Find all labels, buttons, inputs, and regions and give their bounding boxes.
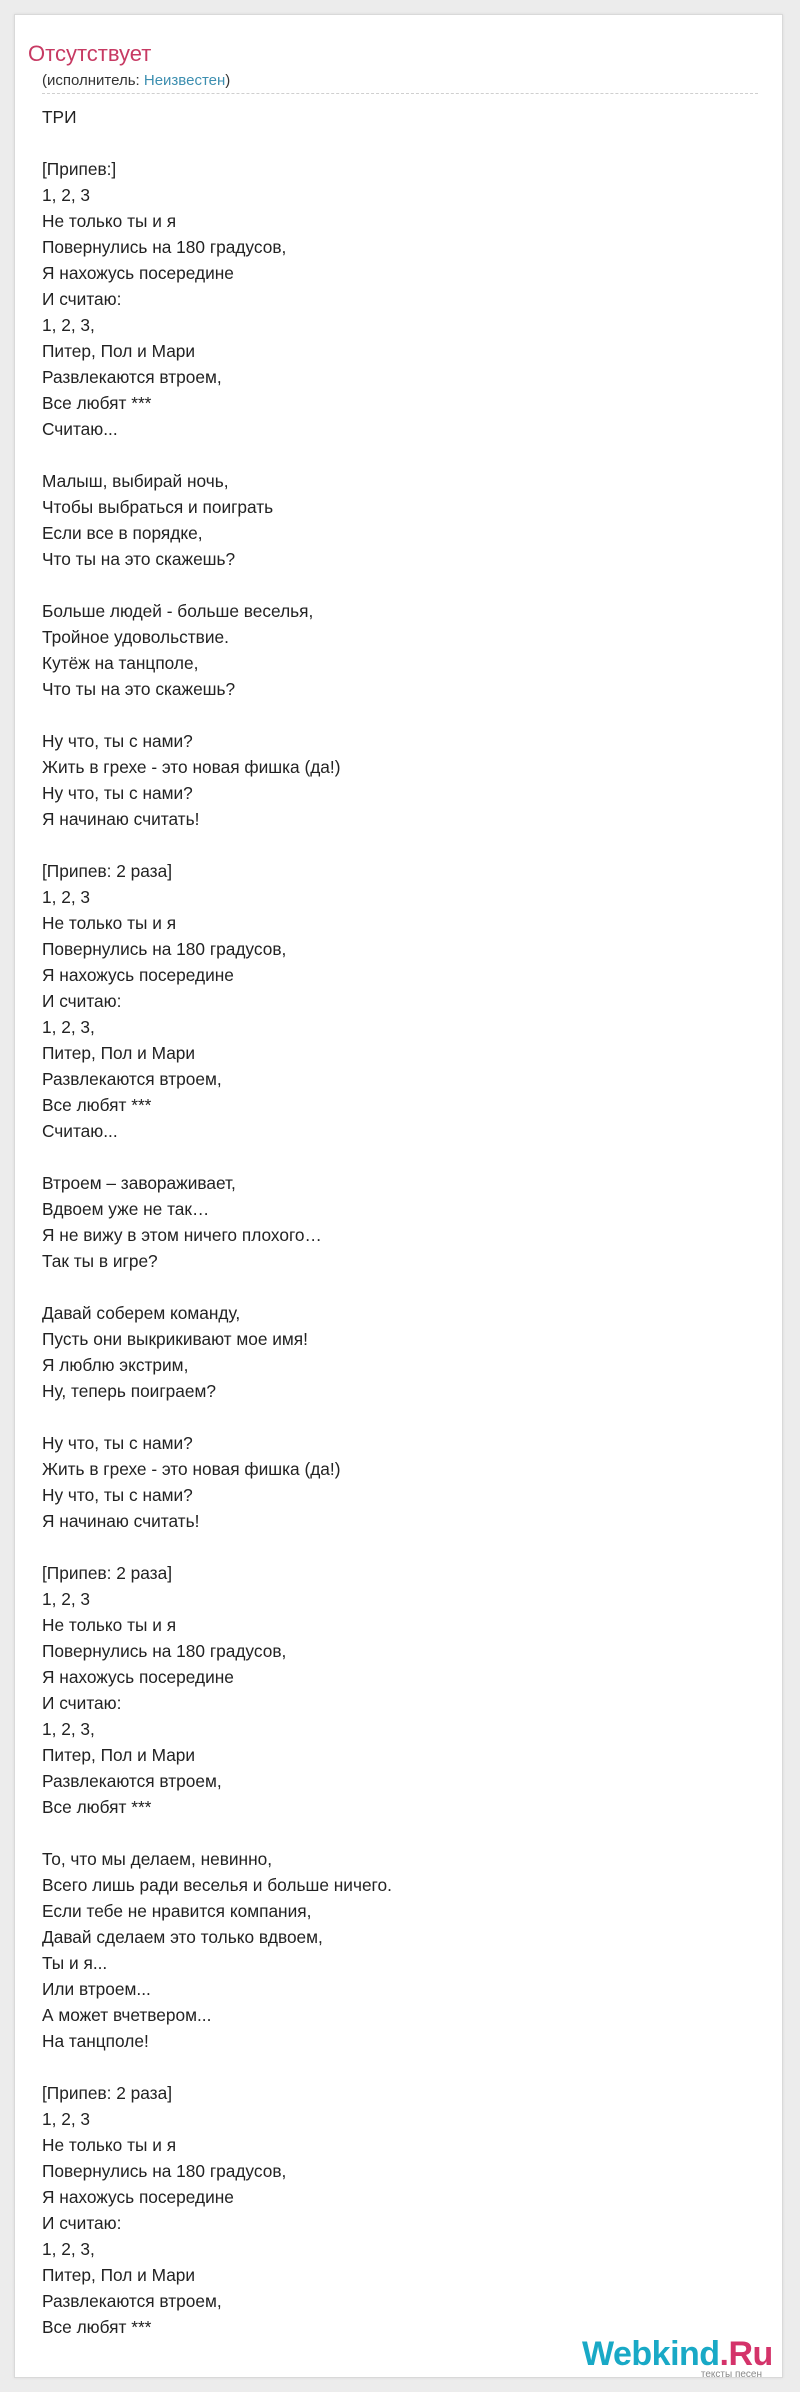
lyric-line: Считаю... bbox=[42, 1121, 118, 1141]
lyric-blank-line bbox=[42, 1274, 742, 1300]
lyric-line: 1, 2, 3, bbox=[42, 1719, 95, 1739]
lyric-line: Ну что, ты с нами? bbox=[42, 1485, 193, 1505]
lyric-blank-line bbox=[42, 1534, 742, 1560]
lyric-line: Не только ты и я bbox=[42, 913, 177, 933]
lyric-line: Считаю... bbox=[42, 419, 118, 439]
lyric-line: Развлекаются втроем, bbox=[42, 367, 222, 387]
lyric-blank-line bbox=[42, 1820, 742, 1846]
logo-brand: Webkind bbox=[582, 2335, 720, 2373]
artist-link[interactable]: Неизвестен bbox=[143, 72, 226, 89]
lyric-line: Я не вижу в этом ничего плохого… bbox=[42, 1225, 322, 1245]
logo-wordmark bbox=[582, 2334, 773, 2374]
lyric-line: То, что мы делаем, невинно, bbox=[42, 1849, 273, 1869]
lyric-line: 1, 2, 3, bbox=[42, 315, 95, 335]
lyric-blank-line bbox=[42, 442, 742, 468]
lyric-line: Или втроем... bbox=[42, 1979, 151, 1999]
lyric-line: 1, 2, 3 bbox=[42, 1589, 91, 1609]
lyric-line: И считаю: bbox=[42, 991, 122, 1011]
artist-suffix: ) bbox=[225, 72, 231, 89]
lyric-line: Питер, Пол и Мари bbox=[42, 1745, 196, 1765]
lyric-blank-line bbox=[42, 130, 742, 156]
lyric-line: Если все в порядке, bbox=[42, 523, 203, 543]
lyric-line: Всего лишь ради веселья и больше ничего. bbox=[42, 1875, 392, 1895]
lyric-line: И считаю: bbox=[42, 2213, 122, 2233]
lyric-line: Если тебе не нравится компания, bbox=[42, 1901, 312, 1921]
lyric-line: Втроем – завораживает, bbox=[42, 1173, 236, 1193]
lyric-line: Ты и я... bbox=[42, 1953, 108, 1973]
lyric-line: [Припев:] bbox=[42, 159, 117, 179]
artist-line bbox=[42, 71, 230, 91]
lyric-line: Я нахожусь посередине bbox=[42, 1667, 234, 1687]
lyric-blank-line bbox=[42, 1144, 742, 1170]
lyric-line: 1, 2, 3 bbox=[42, 2109, 91, 2129]
lyric-line: Я начинаю считать! bbox=[42, 809, 200, 829]
lyric-line: Что ты на это скажешь? bbox=[42, 679, 236, 699]
lyric-line: 1, 2, 3 bbox=[42, 185, 91, 205]
lyric-blank-line bbox=[42, 702, 742, 728]
lyric-line: Питер, Пол и Мари bbox=[42, 2265, 196, 2285]
lyric-blank-line bbox=[42, 832, 742, 858]
lyric-line: Я начинаю считать! bbox=[42, 1511, 200, 1531]
lyric-line: Не только ты и я bbox=[42, 2135, 177, 2155]
lyric-line: Все любят *** bbox=[42, 1797, 152, 1817]
lyric-line: Давай соберем команду, bbox=[42, 1303, 241, 1323]
lyric-line: Ну, теперь поиграем? bbox=[42, 1381, 216, 1401]
lyric-line: Я нахожусь посередине bbox=[42, 263, 234, 283]
lyric-line: Повернулись на 180 градусов, bbox=[42, 237, 287, 257]
lyric-line: Ну что, ты с нами? bbox=[42, 783, 193, 803]
logo-tld: .Ru bbox=[719, 2335, 773, 2373]
lyric-line: [Припев: 2 раза] bbox=[42, 1563, 173, 1583]
lyrics-block bbox=[42, 104, 742, 2340]
lyric-line: 1, 2, 3, bbox=[42, 1017, 95, 1037]
lyric-line: Ну что, ты с нами? bbox=[42, 731, 193, 751]
page-title: Отсутствует bbox=[28, 41, 152, 66]
logo-tagline: тексты песен bbox=[700, 2369, 762, 2380]
song-name: ТРИ bbox=[42, 107, 77, 127]
lyric-line: 1, 2, 3, bbox=[42, 2239, 95, 2259]
lyric-line: Питер, Пол и Мари bbox=[42, 1043, 196, 1063]
lyric-line: Повернулись на 180 градусов, bbox=[42, 1641, 287, 1661]
lyric-line: Вдвоем уже не так… bbox=[42, 1199, 210, 1219]
lyric-line: Развлекаются втроем, bbox=[42, 1069, 222, 1089]
lyric-line: Я нахожусь посередине bbox=[42, 2187, 234, 2207]
lyric-line: Чтобы выбраться и поиграть bbox=[42, 497, 274, 517]
lyric-line: Я нахожусь посередине bbox=[42, 965, 234, 985]
lyric-line: Ну что, ты с нами? bbox=[42, 1433, 193, 1453]
lyric-line: Не только ты и я bbox=[42, 1615, 177, 1635]
lyric-line: Повернулись на 180 градусов, bbox=[42, 939, 287, 959]
lyric-line: Кутёж на танцполе, bbox=[42, 653, 199, 673]
lyric-line: И считаю: bbox=[42, 1693, 122, 1713]
lyric-line: На танцполе! bbox=[42, 2031, 149, 2051]
lyric-line: [Припев: 2 раза] bbox=[42, 2083, 173, 2103]
lyric-line: Все любят *** bbox=[42, 1095, 152, 1115]
lyric-line: А может вчетвером... bbox=[42, 2005, 212, 2025]
lyric-line: Развлекаются втроем, bbox=[42, 2291, 222, 2311]
lyric-blank-line bbox=[42, 1404, 742, 1430]
lyric-line: Все любят *** bbox=[42, 393, 152, 413]
lyric-line: Малыш, выбирай ночь, bbox=[42, 471, 229, 491]
divider bbox=[42, 93, 758, 94]
lyric-line: Что ты на это скажешь? bbox=[42, 549, 236, 569]
lyric-line: Больше людей - больше веселья, bbox=[42, 601, 314, 621]
lyric-line: Жить в грехе - это новая фишка (да!) bbox=[42, 1459, 341, 1479]
lyric-line: Жить в грехе - это новая фишка (да!) bbox=[42, 757, 341, 777]
lyric-line: Давай сделаем это только вдвоем, bbox=[42, 1927, 323, 1947]
lyric-line: Тройное удовольствие. bbox=[42, 627, 229, 647]
lyric-line: Питер, Пол и Мари bbox=[42, 341, 196, 361]
lyric-line: Не только ты и я bbox=[42, 211, 177, 231]
lyric-line: Повернулись на 180 градусов, bbox=[42, 2161, 287, 2181]
lyric-blank-line bbox=[42, 572, 742, 598]
lyric-line: Так ты в игре? bbox=[42, 1251, 158, 1271]
lyric-line: Я люблю экстрим, bbox=[42, 1355, 189, 1375]
lyric-line: Все любят *** bbox=[42, 2317, 152, 2337]
lyric-line: Развлекаются втроем, bbox=[42, 1771, 222, 1791]
lyric-line: И считаю: bbox=[42, 289, 122, 309]
artist-prefix: (исполнитель: bbox=[42, 72, 144, 89]
lyric-line: 1, 2, 3 bbox=[42, 887, 91, 907]
lyric-line: Пусть они выкрикивают мое имя! bbox=[42, 1329, 308, 1349]
lyric-blank-line bbox=[42, 2054, 742, 2080]
lyric-line: [Припев: 2 раза] bbox=[42, 861, 173, 881]
site-logo[interactable] bbox=[582, 2334, 772, 2378]
